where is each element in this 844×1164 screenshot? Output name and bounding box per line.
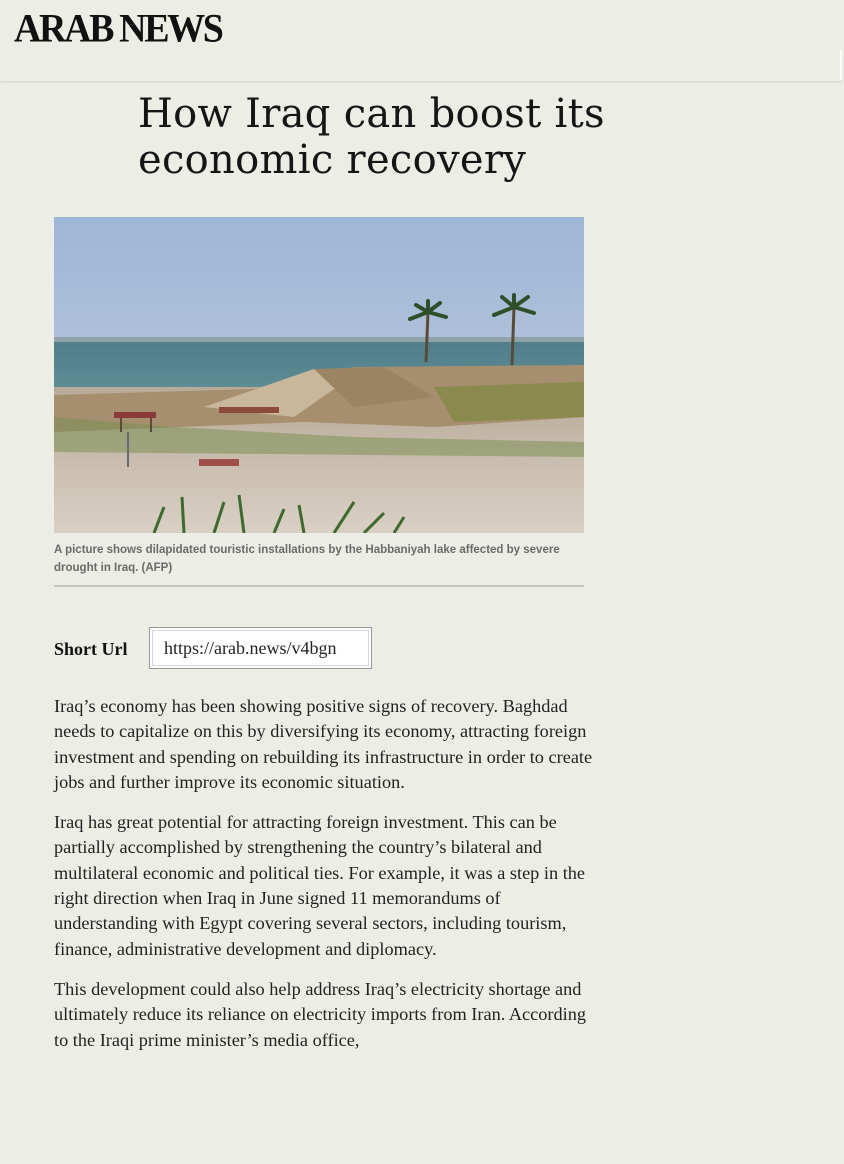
short-url-label: Short Url (54, 639, 128, 659)
article-photo (54, 217, 584, 533)
far-shore (54, 337, 584, 342)
site-logo[interactable]: ARAB NEWS (14, 7, 222, 52)
kiosk-roof-2 (219, 407, 279, 413)
shrubs (434, 382, 584, 422)
bench (199, 459, 239, 466)
paragraph-1: Iraq’s economy has been showing positive signs of recovery. Baghdad needs to capitalize on this by diversifying its economy, attracting foreign investment and spending on rebuilding its infrastructure in order to create jobs and further improve its economic situation. (54, 696, 593, 792)
pole (127, 432, 129, 467)
short-url-field[interactable] (149, 627, 372, 669)
site-header (0, 0, 842, 82)
kiosk-roof (114, 412, 156, 418)
article-body (54, 694, 594, 1068)
image-caption: A picture shows dilapidated touristic installations by the Habbaniyah lake affected by severe drought in Iraq. (AFP) (54, 544, 560, 574)
paragraph-2: Iraq has great potential for attracting foreign investment. This can be partially accomplished by strengthening the country’s bilateral and multilateral economic and political ties. For example, it was a step in the right direction when Iraq in June signed 11 memorandums of understanding with Egypt covering several sectors, including tourism, finance, administrative development and diplomacy. (54, 812, 586, 959)
header-edge (840, 50, 842, 80)
caption-divider (54, 585, 584, 587)
paragraph-3: This development could also help address Iraq’s electricity shortage and ultimately reduce its reliance on electricity imports from Iran. According to the Iraqi prime minister’s media office, (54, 978, 586, 1050)
article-title: How Iraq can boost its economic recovery (138, 91, 605, 183)
